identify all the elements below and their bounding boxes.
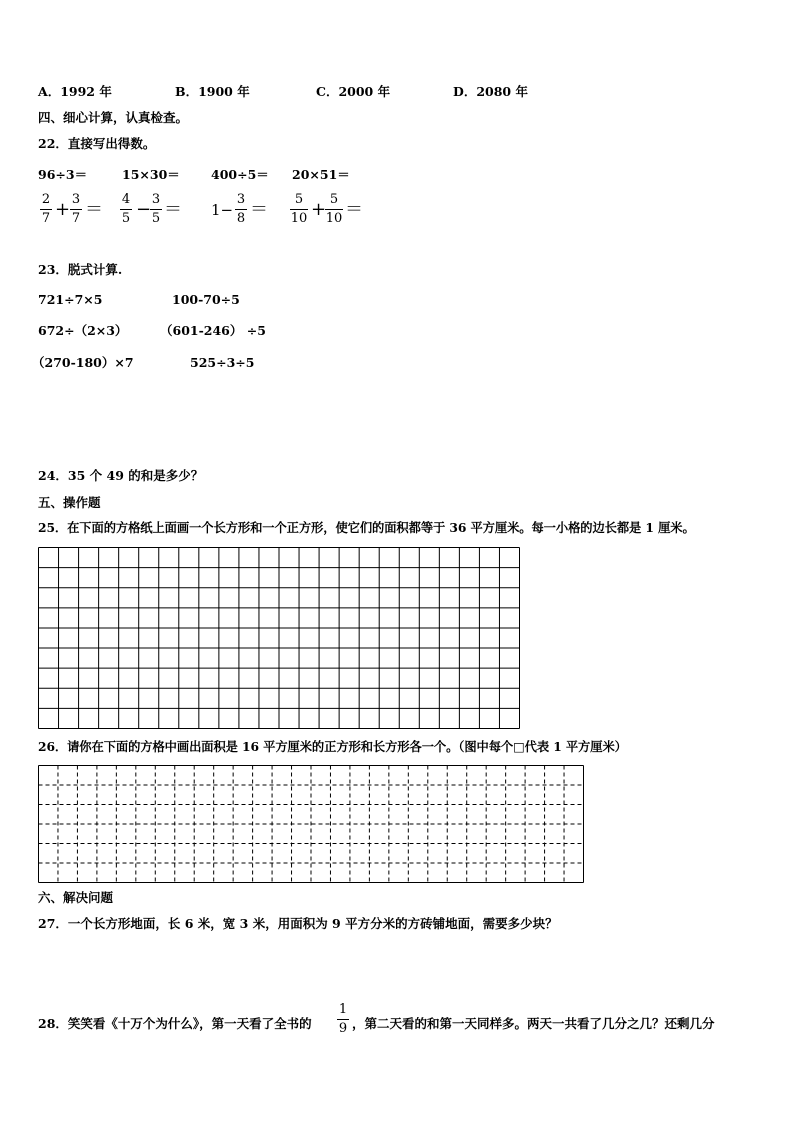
denominator: 8 <box>236 211 246 226</box>
lead-term: 1− <box>211 201 234 219</box>
q23-expr: （270-180）×7 <box>32 355 134 370</box>
option-d: D．2080 年 <box>453 84 528 99</box>
fraction <box>290 192 308 227</box>
equals: ＝ <box>250 199 268 220</box>
section-6-title: 六、解决问题 <box>38 890 114 905</box>
fraction <box>235 192 247 227</box>
denominator: 10 <box>325 211 343 226</box>
numerator: 3 <box>71 192 81 207</box>
denominator: 9 <box>338 1021 348 1036</box>
q22-calc-2: 15×30＝ <box>122 167 180 182</box>
operator: + <box>311 199 327 220</box>
q23-expr: 100-70÷5 <box>172 292 240 307</box>
fraction <box>40 192 52 227</box>
denominator: 5 <box>121 211 131 226</box>
numerator: 3 <box>151 192 161 207</box>
q28-text-after: ，第二天看的和第一天同样多。两天一共看了几分之几？还剩几分 <box>352 1016 715 1031</box>
numerator: 3 <box>236 192 246 207</box>
q23-expr: （601-246） ÷5 <box>160 323 266 338</box>
section-5-title: 五、操作题 <box>38 495 101 510</box>
option-b: B．1900 年 <box>175 84 250 99</box>
q26-text: 26．请你在下面的方格中画出面积是 16 平方厘米的正方形和长方形各一个。（图中每个□代表 1 平方厘米） <box>38 739 627 754</box>
option-c: C．2000 年 <box>316 84 391 99</box>
q22-calc-4: 20×51＝ <box>292 167 350 182</box>
q25-square-grid[interactable] <box>38 547 520 729</box>
equals: ＝ <box>164 199 182 220</box>
q22-calc-1: 96÷3＝ <box>38 167 88 182</box>
operator: − <box>136 199 152 220</box>
denominator: 10 <box>290 211 308 226</box>
operator: + <box>55 199 71 220</box>
equals: ＝ <box>345 199 363 220</box>
fraction <box>337 1002 349 1037</box>
q26-dashed-grid[interactable] <box>38 765 584 883</box>
q24-text: 24．35 个 49 的和是多少？ <box>38 468 204 483</box>
equals: ＝ <box>85 199 103 220</box>
fraction <box>150 192 162 227</box>
q22-calc-3: 400÷5＝ <box>211 167 269 182</box>
option-a: A．1992 年 <box>38 84 112 99</box>
section-4-title: 四、细心计算，认真检查。 <box>38 110 189 125</box>
q22-title: 22．直接写出得数。 <box>38 136 156 151</box>
numerator: 4 <box>121 192 131 207</box>
fraction <box>70 192 82 227</box>
denominator: 7 <box>41 211 51 226</box>
denominator: 7 <box>71 211 81 226</box>
q25-text: 25．在下面的方格纸上面画一个长方形和一个正方形，使它们的面积都等于 36 平方厘米。每一小格的边长都是 1 厘米。 <box>38 520 695 535</box>
numerator: 2 <box>41 192 51 207</box>
q23-expr: 721÷7×5 <box>38 292 103 307</box>
q23-expr: 525÷3÷5 <box>190 355 255 370</box>
numerator: 5 <box>294 192 304 207</box>
numerator: 5 <box>329 192 339 207</box>
fraction <box>325 192 343 227</box>
q23-title: 23．脱式计算. <box>38 262 123 277</box>
denominator: 5 <box>151 211 161 226</box>
q23-expr: 672÷（2×3） <box>38 323 128 338</box>
q28-text-before: 28．笑笑看《十万个为什么》，第一天看了全书的 <box>38 1016 312 1031</box>
q27-text: 27．一个长方形地面，长 6 米，宽 3 米，用面积为 9 平方分米的方砖铺地面，需要多少块？ <box>38 916 558 931</box>
numerator: 1 <box>338 1002 348 1017</box>
fraction <box>120 192 132 227</box>
